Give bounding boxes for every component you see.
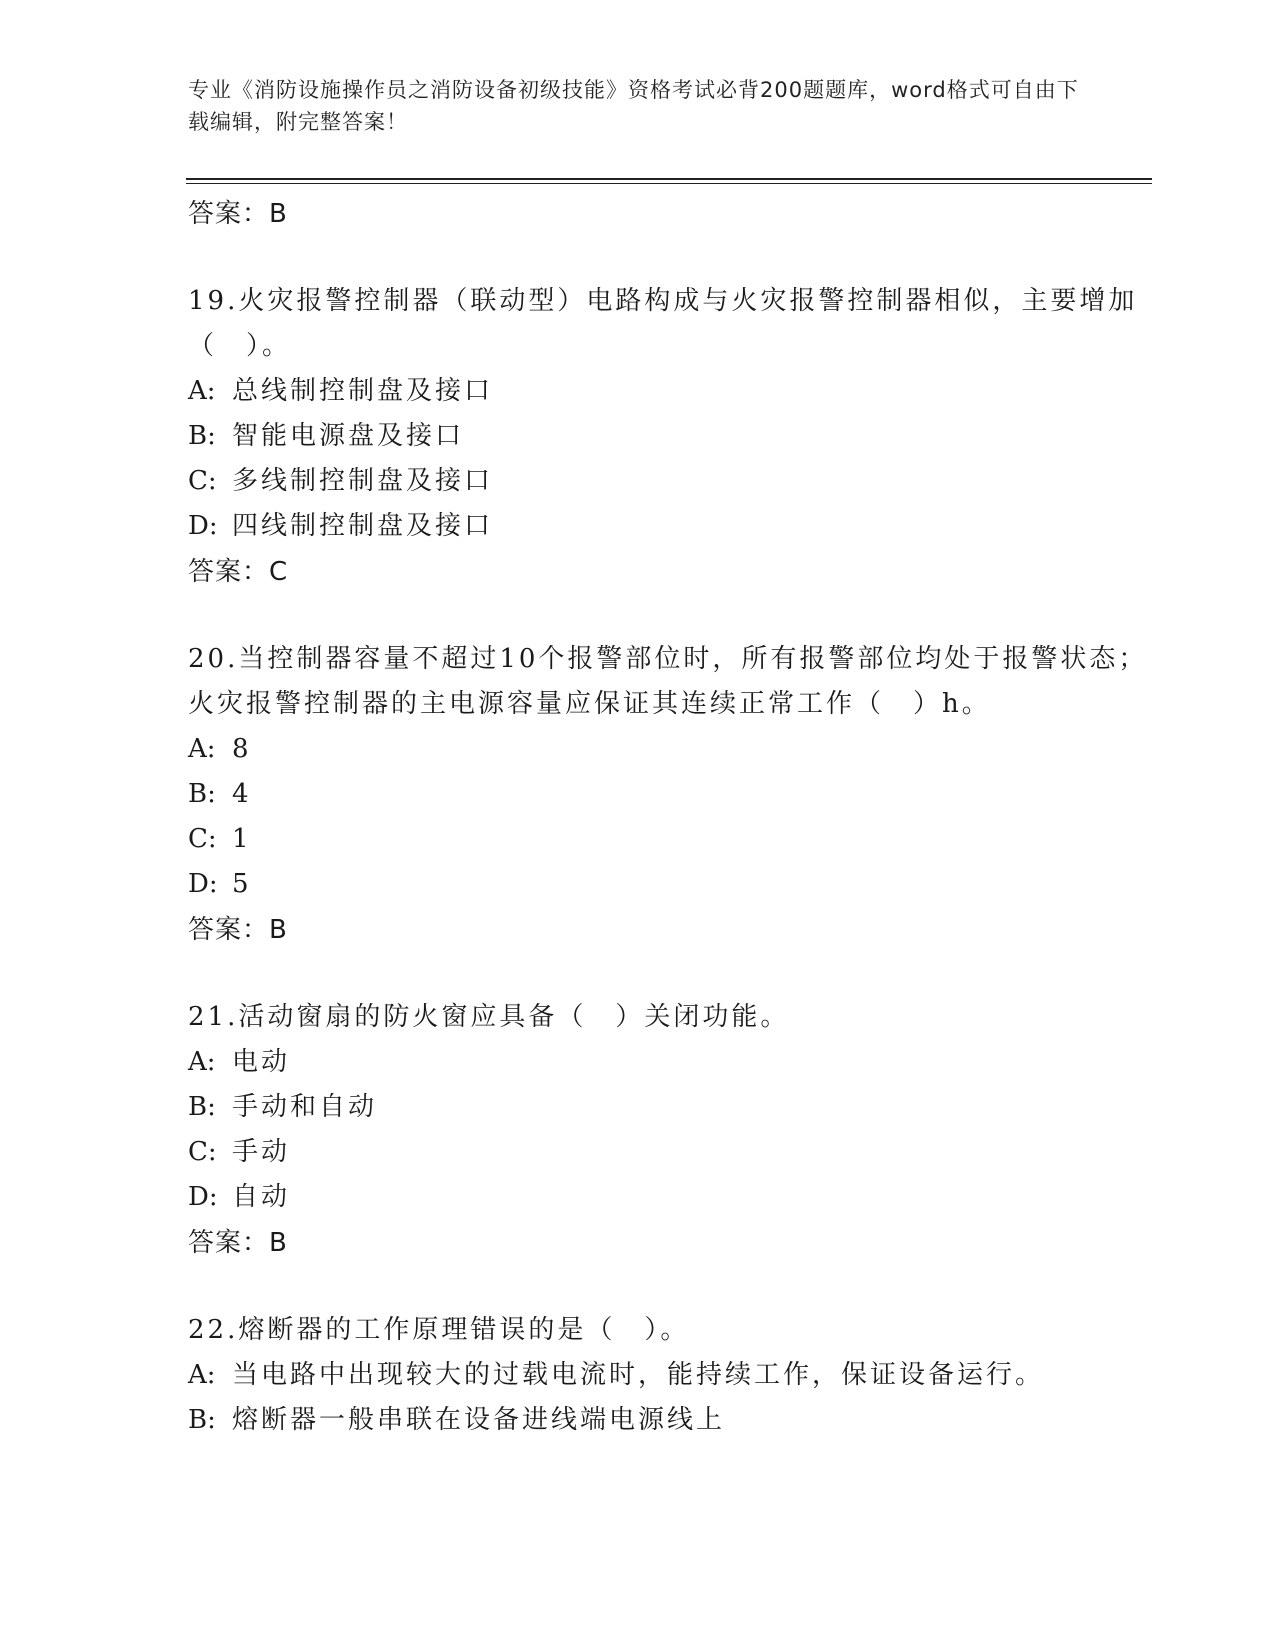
option-a: [188, 1353, 1148, 1398]
option-c: [188, 459, 1148, 504]
option-letter: B:: [188, 421, 216, 451]
option-letter: D:: [188, 511, 218, 541]
question-20: [188, 637, 1148, 953]
option-text: 5: [232, 869, 252, 899]
option-text: 电动: [232, 1047, 291, 1077]
option-letter: C:: [188, 1137, 217, 1167]
option-text: 多线制控制盘及接口: [232, 466, 494, 496]
option-text: 手动: [232, 1137, 291, 1167]
question-stem: 19.火灾报警控制器（联动型）电路构成与火灾报警控制器相似，主要增加（ ）。: [188, 286, 1138, 361]
option-c: [188, 817, 1148, 862]
option-b: [188, 414, 1148, 459]
option-text: 熔断器一般串联在设备进线端电源线上: [232, 1405, 726, 1435]
option-b: [188, 1085, 1148, 1130]
option-c: [188, 1130, 1148, 1175]
option-b: [188, 1398, 1148, 1443]
question-21: [188, 995, 1148, 1266]
option-letter: C:: [188, 466, 217, 496]
option-text: 手动和自动: [232, 1092, 378, 1122]
option-letter: A:: [188, 376, 216, 406]
option-text: 8: [232, 734, 252, 764]
previous-answer: 答案：B: [188, 199, 288, 229]
option-text: 1: [232, 824, 252, 854]
option-text: 当电路中出现较大的过载电流时，能持续工作，保证设备运行。: [232, 1360, 1045, 1390]
option-d: [188, 862, 1148, 907]
document-header: 专业《消防设施操作员之消防设备初级技能》资格考试必背200题题库，word格式可自由下载编辑，附完整答案！: [188, 78, 1079, 134]
option-a: [188, 1040, 1148, 1085]
option-d: [188, 504, 1148, 549]
answer-label: 答案：C: [188, 557, 289, 587]
answer-label: 答案：B: [188, 915, 288, 945]
header-divider: [186, 178, 1152, 180]
option-letter: D:: [188, 1182, 218, 1212]
option-a: [188, 727, 1148, 772]
question-stem: 22.熔断器的工作原理错误的是（ ）。: [188, 1315, 690, 1345]
question-stem: 21.活动窗扇的防火窗应具备（ ）关闭功能。: [188, 1002, 790, 1032]
question-19: [188, 279, 1148, 595]
option-text: 智能电源盘及接口: [232, 421, 465, 451]
option-text: 4: [232, 779, 252, 809]
header-divider-thin: [186, 183, 1152, 184]
option-letter: B:: [188, 1405, 216, 1435]
option-b: [188, 772, 1148, 817]
option-letter: C:: [188, 824, 217, 854]
option-d: [188, 1175, 1148, 1220]
question-22: [188, 1308, 1148, 1443]
option-letter: A:: [188, 734, 216, 764]
option-letter: D:: [188, 869, 218, 899]
option-letter: B:: [188, 779, 216, 809]
option-letter: A:: [188, 1360, 216, 1390]
question-list: [188, 191, 1148, 1443]
answer-label: 答案：B: [188, 1228, 288, 1258]
option-text: 自动: [232, 1182, 291, 1212]
option-letter: B:: [188, 1092, 216, 1122]
question-stem: 20.当控制器容量不超过10个报警部位时，所有报警部位均处于报警状态；火灾报警控制器的主电源容量应保证其连续正常工作（ ）h。: [188, 644, 1148, 719]
option-letter: A:: [188, 1047, 216, 1077]
option-text: 总线制控制盘及接口: [232, 376, 494, 406]
option-a: [188, 369, 1148, 414]
option-text: 四线制控制盘及接口: [232, 511, 494, 541]
